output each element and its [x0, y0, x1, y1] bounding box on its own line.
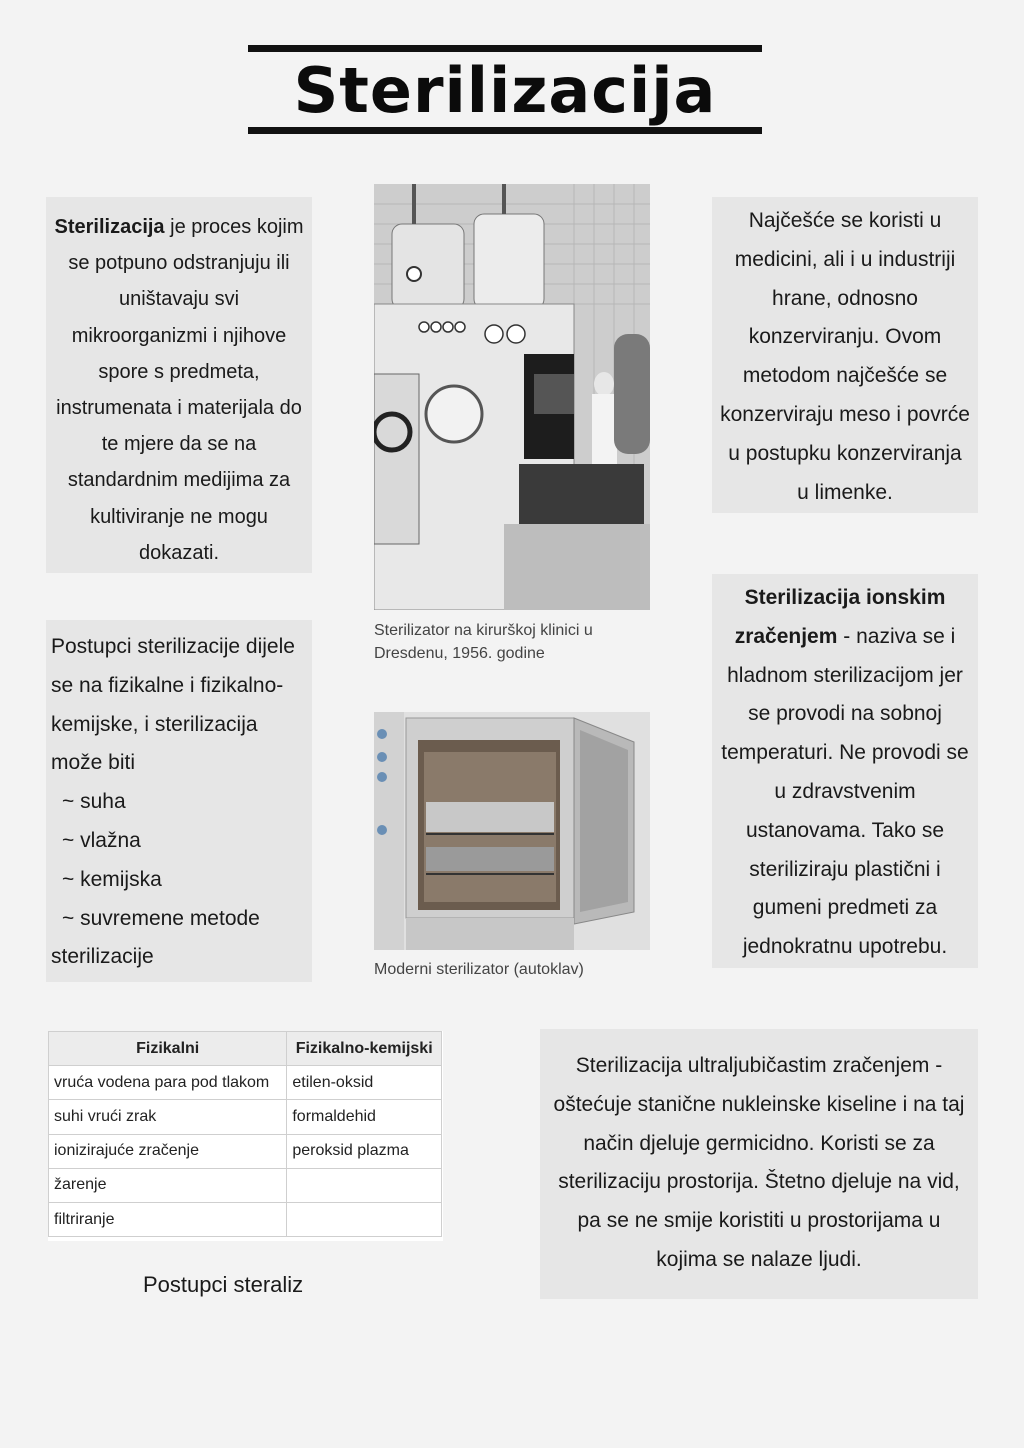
usage-text: Najčešće se koristi u medicini, ali i u industriji hrane, odnosno konzerviranju. Ovom metodom najčešće se konzerviraju meso i povrće u postupku konzerviranja u limenke. [720, 209, 970, 504]
table-cell: peroksid plazma [287, 1134, 442, 1168]
sterilizer-1956-image [374, 184, 650, 610]
types-item-suha: ~ suha [62, 790, 126, 814]
uv-box [540, 1029, 978, 1299]
table-header-fizikalno-kemijski: Fizikalno-kemijski [287, 1032, 442, 1066]
table-cell: žarenje [49, 1168, 287, 1202]
types-box [46, 620, 312, 982]
types-item-vlazna: ~ vlažna [62, 828, 141, 852]
uv-text: Sterilizacija ultraljubičastim zračenjem - oštećuje stanične nukleinske kiseline i na taj način djeluje germicidno. Koristi se za sterilizaciju prostorija. Štetno djeluje na vid, pa se ne smije koristiti u prostorijama u kojima se nalaze ljudi. [553, 1054, 965, 1271]
ion-term: Sterilizacija ionskim zračenjem [734, 586, 946, 648]
title-rule-bottom [248, 127, 762, 134]
autoclave-image [374, 712, 650, 950]
types-item-suvremene: ~ suvremene metode [62, 906, 260, 930]
definition-text: je proces kojim se potpuno odstranjuju ili uništavaju svi mikroorganizmi i njihove spore s predmeta, instrumenata i materijala do te mjere da se na standardnim medijima za kultiviranje ne mogu dokazati. [56, 216, 304, 564]
usage-box [712, 197, 978, 513]
types-item-kemijska: ~ kemijska [62, 867, 162, 891]
table-cell: formaldehid [287, 1100, 442, 1134]
table-caption: Postupci steraliz [143, 1272, 304, 1297]
types-tail: sterilizacije [51, 945, 154, 969]
definition-term: Sterilizacija [54, 216, 165, 238]
table-cell: suhi vrući zrak [49, 1100, 287, 1134]
page-title: Sterilizacija [293, 54, 717, 127]
methods-table-wrapper [48, 1031, 443, 1241]
table-cell: etilen-oksid [287, 1066, 442, 1100]
table-row [49, 1168, 442, 1202]
table-cell [287, 1202, 442, 1236]
table-row [49, 1100, 442, 1134]
methods-table [48, 1031, 442, 1237]
table-row [49, 1202, 442, 1236]
table-header-row [49, 1032, 442, 1066]
ion-box [712, 574, 978, 968]
autoclave-photo [374, 712, 650, 950]
table-cell: ionizirajuće zračenje [49, 1134, 287, 1168]
table-row [49, 1066, 442, 1100]
types-intro: Postupci sterilizacije dijele se na fizikalne i fizikalno-kemijske, i sterilizacija može biti [51, 635, 295, 775]
photo2-caption: Moderni sterilizator (autoklav) [374, 961, 584, 978]
table-header-fizikalni: Fizikalni [49, 1032, 287, 1066]
table-cell: vruća vodena para pod tlakom [49, 1066, 287, 1100]
table-cell [287, 1168, 442, 1202]
table-row [49, 1134, 442, 1168]
ion-text: - naziva se i hladnom sterilizacijom jer se provodi na sobnoj temperaturi. Ne provodi se u zdravstvenim ustanovama. Tako se steriliziraju plastični i gumeni predmeti za jednokratnu upotrebu. [721, 624, 969, 959]
definition-box [46, 197, 312, 573]
sterilizer-1956-photo [374, 184, 650, 610]
table-cell: filtriranje [49, 1202, 287, 1236]
photo1-caption: Sterilizator na kirurškoj klinici u Dresdenu, 1956. godine [374, 622, 593, 662]
